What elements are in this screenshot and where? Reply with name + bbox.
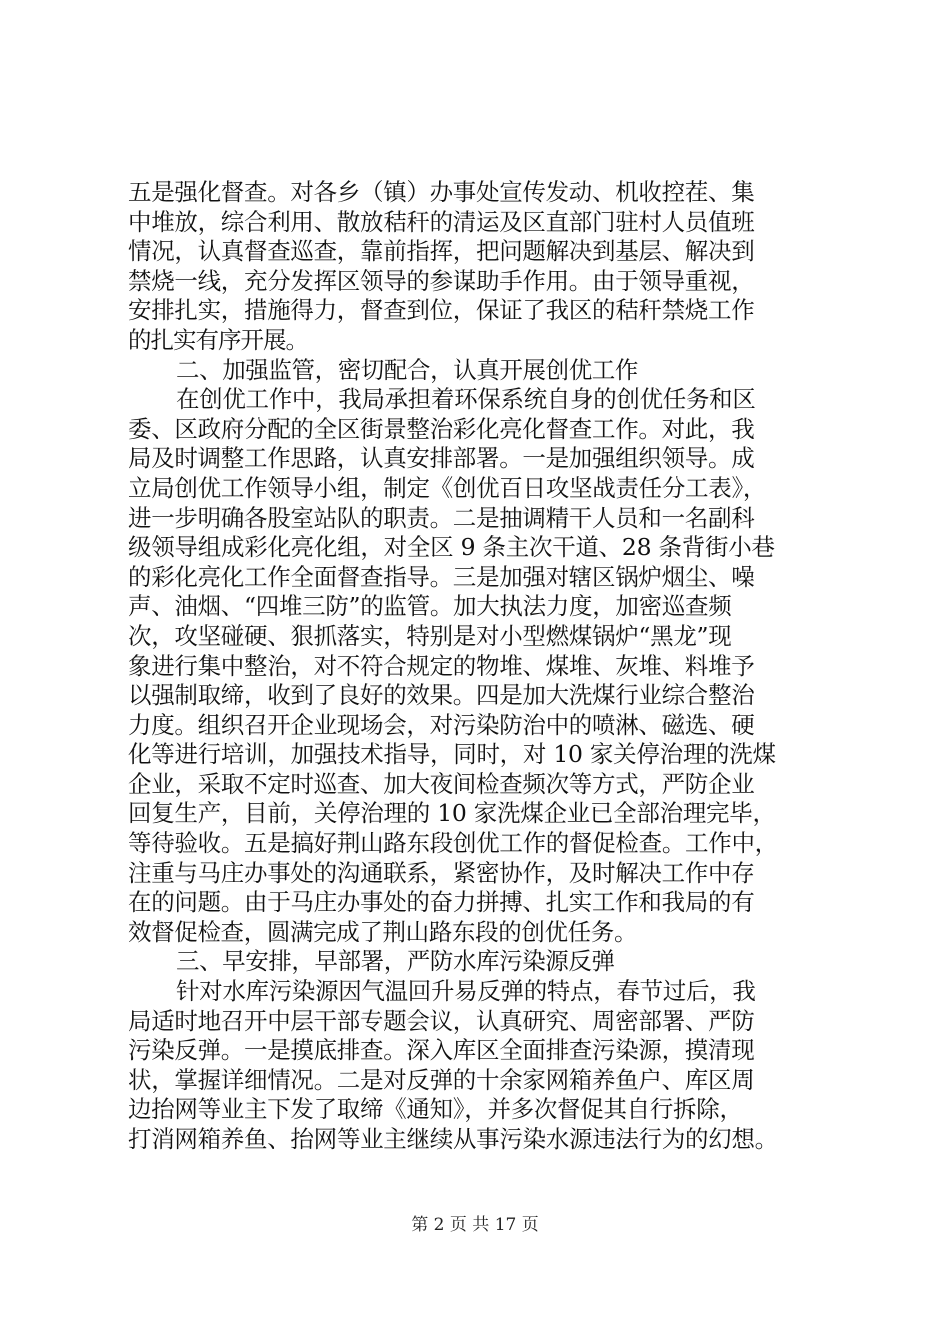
text-line: 化等进行培训，加强技术指导，同时，对 10 家关停治理的洗煤 — [128, 740, 776, 769]
text-line: 安排扎实，措施得力，督查到位，保证了我区的秸秆禁烧工作 — [128, 296, 755, 325]
text-line: 委、区政府分配的全区街景整治彩化亮化督查工作。对此，我 — [128, 414, 755, 443]
text-line: 级领导组成彩化亮化组，对全区 9 条主次干道、28 条背街小巷 — [128, 533, 775, 562]
text-line: 进一步明确各股室站队的职责。二是抽调精干人员和一名副科 — [128, 503, 755, 532]
text-line: 以强制取缔，收到了良好的效果。四是加大洗煤行业综合整治 — [128, 681, 755, 710]
text-line: 局及时调整工作思路，认真安排部署。一是加强组织领导。成 — [128, 444, 755, 473]
text-line: 三、早安排，早部署，严防水库污染源反弹 — [176, 947, 615, 976]
text-line: 禁烧一线，充分发挥区领导的参谋助手作用。由于领导重视， — [128, 266, 755, 295]
text-line: 效督促检查，圆满完成了荆山路东段的创优任务。 — [128, 917, 638, 946]
text-line: 象进行集中整治，对不符合规定的物堆、煤堆、灰堆、料堆予 — [128, 651, 755, 680]
text-line: 次，攻坚碰硬、狠抓落实，特别是对小型燃煤锅炉“黑龙”现 — [128, 621, 732, 650]
text-line: 边抬网等业主下发了取缔《通知》，并多次督促其自行拆除， — [128, 1095, 743, 1124]
text-line: 立局创优工作领导小组，制定《创优百日攻坚战责任分工表》， — [128, 473, 767, 502]
text-line: 污染反弹。一是摸底排查。深入库区全面排查污染源，摸清现 — [128, 1036, 755, 1065]
text-line: 打消网箱养鱼、抬网等业主继续从事污染水源违法行为的幻想。 — [128, 1125, 778, 1153]
document-body — [128, 178, 838, 1155]
text-line: 的彩化亮化工作全面督查指导。三是加强对辖区锅炉烟尘、噪 — [128, 562, 755, 591]
text-line: 在创优工作中，我局承担着环保系统自身的创优任务和区 — [176, 385, 756, 414]
text-line: 针对水库污染源因气温回升易反弹的特点，春节过后，我 — [176, 977, 756, 1006]
text-line: 局适时地召开中层干部专题会议，认真研究、周密部署、严防 — [128, 1006, 755, 1035]
page-footer: 第 2 页 共 17 页 — [411, 1215, 539, 1235]
text-line: 注重与马庄办事处的沟通联系，紧密协作，及时解决工作中存 — [128, 858, 755, 887]
text-line: 企业，采取不定时巡查、加大夜间检查频次等方式，严防企业 — [128, 769, 755, 798]
text-line: 情况，认真督查巡查，靠前指挥，把问题解决到基层、解决到 — [128, 237, 755, 266]
text-line: 中堆放，综合利用、散放秸秆的清运及区直部门驻村人员值班 — [128, 207, 755, 236]
text-line: 在的问题。由于马庄办事处的奋力拼搏、扎实工作和我局的有 — [128, 888, 755, 917]
text-line: 声、油烟、“四堆三防”的监管。加大执法力度，加密巡查频 — [128, 592, 732, 621]
text-line: 等待验收。五是搞好荆山路东段创优工作的督促检查。工作中， — [128, 829, 778, 858]
text-line: 的扎实有序开展。 — [128, 325, 308, 354]
text-line: 力度。组织召开企业现场会，对污染防治中的喷淋、磁选、硬 — [128, 710, 755, 739]
text-line: 状，掌握详细情况。二是对反弹的十余家网箱养鱼户、库区周 — [128, 1065, 755, 1094]
text-line: 五是强化督查。对各乡（镇）办事处宣传发动、机收控茬、集 — [128, 178, 755, 206]
text-line: 二、加强监管，密切配合，认真开展创优工作 — [176, 355, 638, 384]
text-line: 回复生产，目前，关停治理的 10 家洗煤企业已全部治理完毕， — [128, 799, 776, 828]
